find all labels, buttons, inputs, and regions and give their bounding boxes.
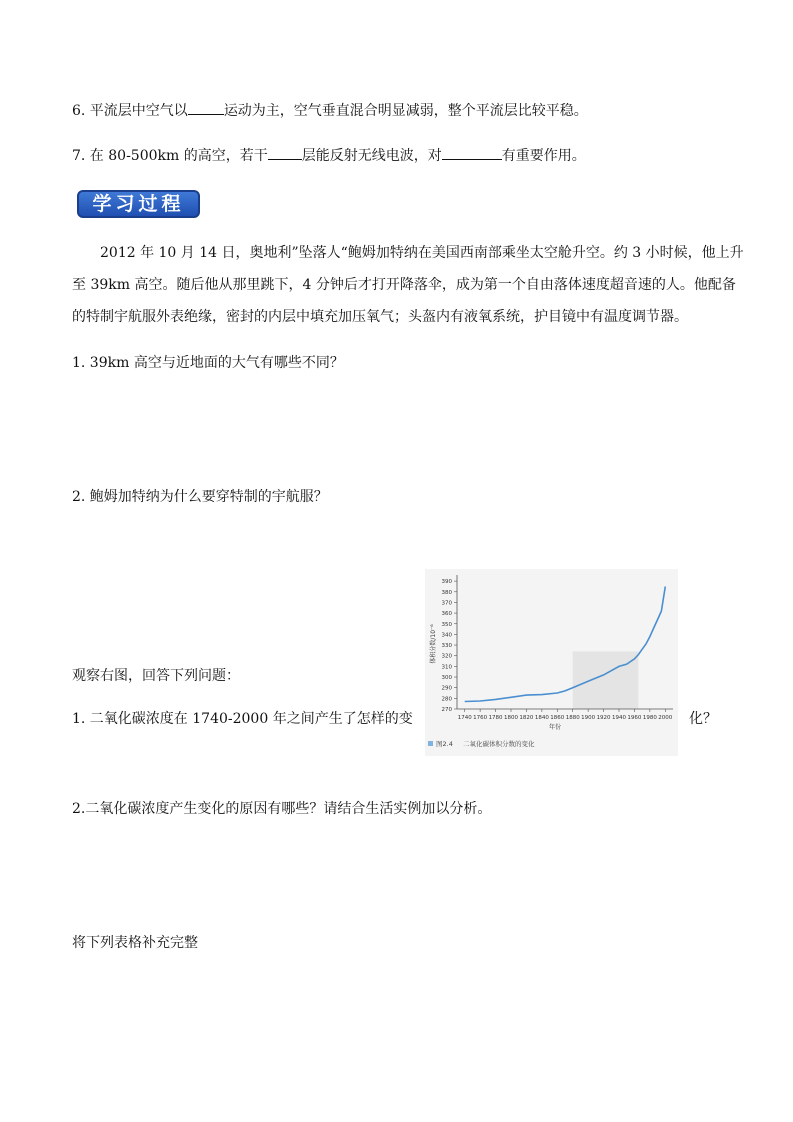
y-tick-label: 270 [441,707,452,713]
y-tick-label: 300 [441,675,452,682]
question-6-text-after: 运动为主，空气垂直混合明显减弱，整个平流层比较平稳。 [223,103,588,119]
co2-chart-svg [425,569,678,756]
question-7-text-middle: 层能反射无线电波，对 [301,148,442,164]
figure-label: 图2.4 [436,740,453,748]
y-axis-label: 体积分数/10⁻⁶ [430,624,437,664]
y-tick-label: 310 [441,664,452,671]
observe-instruction: 观察右图，回答下列问题： [72,668,240,684]
x-tick-label: 1940 [612,715,626,721]
y-tick-label: 330 [441,643,452,650]
caption-marker [428,741,433,746]
x-tick-label: 1900 [581,715,596,721]
question-7-text-before: 7. 在 80-500km 的高空，若干 [72,148,268,164]
x-tick-label: 1760 [473,715,488,721]
x-tick-label: 1860 [550,715,565,721]
answer-blank[interactable] [268,146,302,160]
x-tick-label: 2000 [658,715,673,721]
y-tick-label: 350 [441,621,452,628]
co2-question-2: 2.二氧化碳浓度产生变化的原因有哪些？请结合生活实例加以分析。 [72,801,492,817]
question-7-text-after: 有重要作用。 [501,148,586,164]
x-axis-label: 年份 [548,724,562,731]
x-tick-label: 1820 [519,715,534,721]
co2-chart [425,569,678,756]
x-tick-label: 1740 [457,715,472,721]
question-7 [72,145,586,165]
intro-paragraph [72,237,744,333]
co2-question-1-text: 1. 二氧化碳浓度在 1740-2000 年之间产生了怎样的变 [72,711,413,727]
y-tick-label: 340 [441,632,452,639]
x-tick-label: 1800 [504,715,518,721]
intro-line: 的特制宇航服外表绝缘，密封的内层中填充加压氧气；头盔内有液氧系统，护目镜中有温度调节器。 [72,309,688,325]
y-tick-label: 360 [441,611,452,618]
y-tick-label: 290 [441,685,452,692]
x-tick-label: 1780 [488,715,503,721]
question-6-text-before: 6. 平流层中空气以 [72,103,188,119]
y-tick-label: 320 [441,653,452,660]
question-2: 2. 鲍姆加特纳为什么要穿特制的宇航服？ [72,489,328,505]
question-6 [72,100,588,120]
x-tick-label: 1920 [596,715,611,721]
chart-title: 二氧化碳体积分数的变化 [463,740,535,748]
answer-blank[interactable] [188,101,224,115]
intro-line: 至 39km 高空。随后他从那里跳下，4 分钟后才打开降落伞，成为第一个自由落体速度超音速的人。他配备 [72,277,736,293]
co2-question-1-tail: 化？ [689,711,717,727]
x-tick-label: 1840 [534,715,549,721]
x-tick-label: 1880 [565,715,580,721]
intro-line: 2012 年 10 月 14 日，奥地利”坠落人“鲍姆加特纳在美国西南部乘坐太空舱升空。约 3 小时候，他上升 [100,245,744,261]
y-tick-label: 390 [441,579,452,586]
chart-shade-panel [573,651,639,709]
x-tick-label: 1980 [642,715,657,721]
answer-blank[interactable] [442,146,502,160]
x-tick-label: 1960 [627,715,642,721]
table-prompt: 将下列表格补充完整 [72,935,198,951]
co2-question-1 [72,708,413,728]
section-badge: 学习过程 [77,190,200,218]
y-tick-label: 370 [441,600,452,607]
question-1: 1. 39km 高空与近地面的大气有哪些不同？ [72,355,344,371]
y-tick-label: 280 [441,696,452,703]
y-tick-label: 380 [441,589,452,596]
